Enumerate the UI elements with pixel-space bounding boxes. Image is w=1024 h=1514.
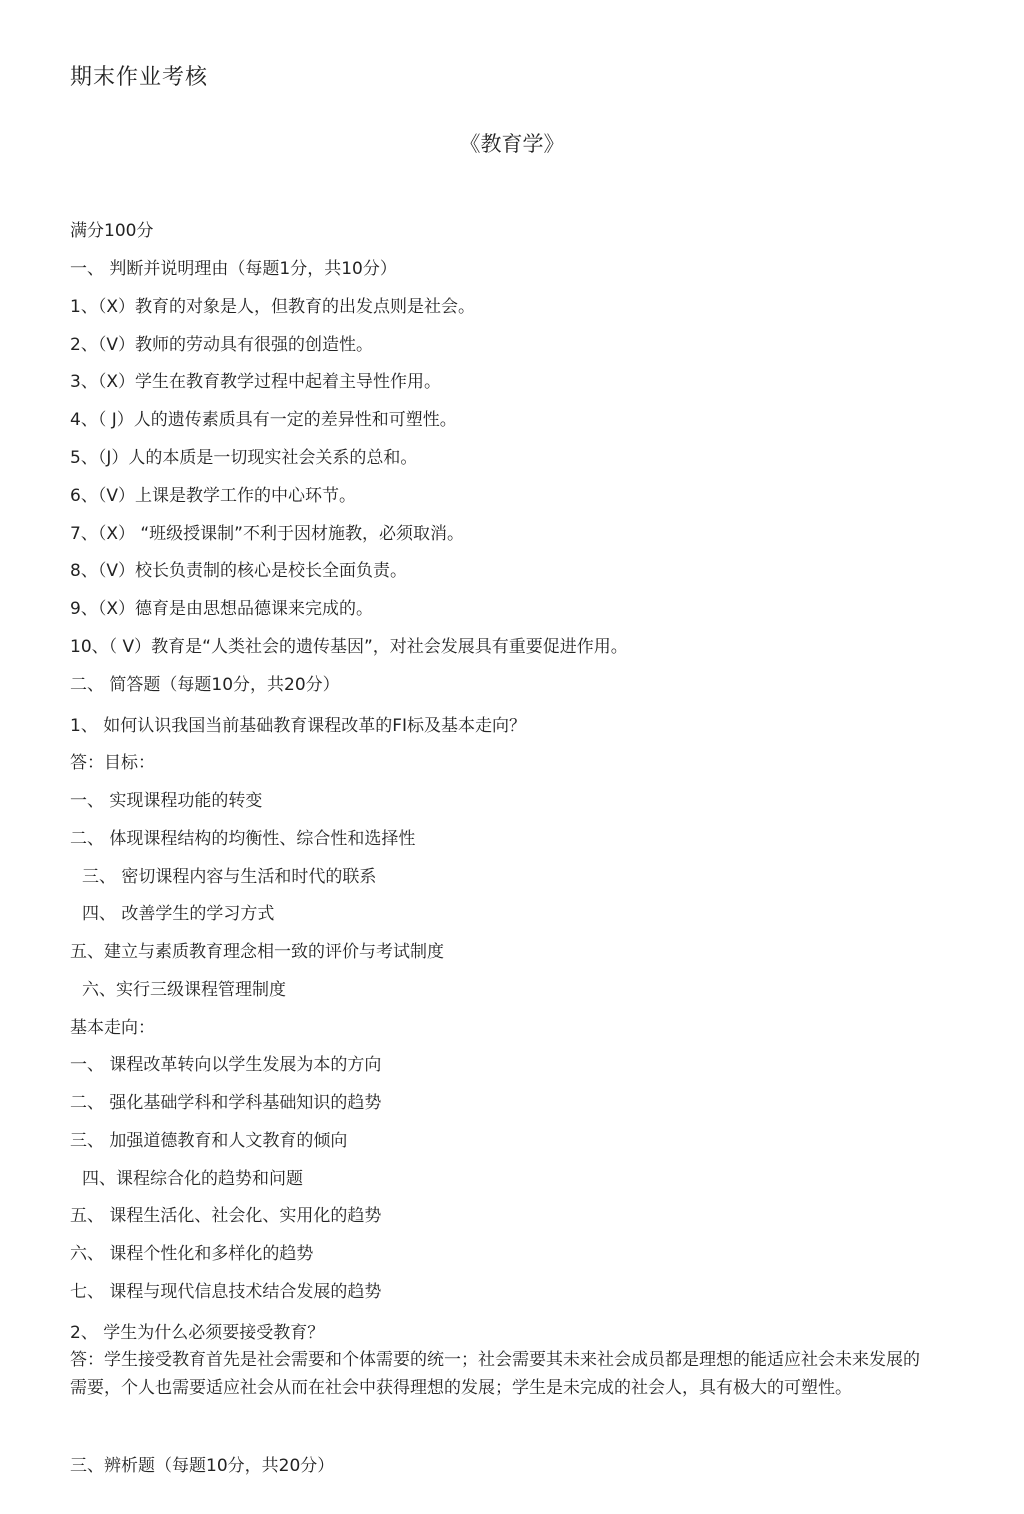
section2-heading: 二、 简答题（每题10分，共20分） [70, 675, 340, 695]
goal-item: 六、实行三级课程管理制度 [82, 980, 286, 1000]
judgement-item-1: 1、（X）教育的对象是人，但教育的出发点则是社会。 [70, 297, 475, 317]
judgement-item-3: 3、（X）学生在教育教学过程中起着主导性作用。 [70, 372, 441, 392]
judgement-item-4: 4、（ J）人的遗传素质具有一定的差异性和可塑性。 [70, 410, 457, 430]
question-1: 1、 如何认识我国当前基础教育课程改革的FI标及基本走向？ [70, 716, 527, 736]
answer-label: 答：目标： [70, 753, 155, 773]
direction-item: 二、 强化基础学科和学科基础知识的趋势 [70, 1093, 382, 1113]
header-title: 期末作业考核 [70, 65, 209, 90]
document-title: 《教育学》 [459, 132, 565, 156]
goal-item: 二、 体现课程结构的均衡性、综合性和选择性 [70, 829, 416, 849]
section1-heading: 一、 判断并说明理由（每题1分，共10分） [70, 259, 397, 279]
direction-item: 七、 课程与现代信息技术结合发展的趋势 [70, 1282, 382, 1302]
section3-heading: 三、辨析题（每题10分，共20分） [70, 1456, 335, 1476]
direction-item: 六、 课程个性化和多样化的趋势 [70, 1244, 314, 1264]
judgement-item-2: 2、（V）教师的劳动具有很强的创造性。 [70, 335, 373, 355]
direction-item: 五、 课程生活化、社会化、实用化的趋势 [70, 1206, 382, 1226]
question-2: 2、 学生为什么必须要接受教育？ [70, 1323, 325, 1343]
direction-label: 基本走向： [70, 1018, 155, 1038]
goal-item: 三、 密切课程内容与生活和时代的联系 [82, 867, 377, 887]
direction-item: 一、 课程改革转向以学生发展为本的方向 [70, 1055, 382, 1075]
direction-item: 四、课程综合化的趋势和问题 [82, 1169, 303, 1189]
goal-item: 五、建立与素质教育理念相一致的评价与考试制度 [70, 942, 444, 962]
judgement-item-8: 8、（V）校长负责制的核心是校长全面负责。 [70, 561, 407, 581]
judgement-item-10: 10、（ V）教育是“人类社会的遗传基因”，对社会发展具有重要促进作用。 [70, 637, 628, 657]
judgement-item-5: 5、（J）人的本质是一切现实社会关系的总和。 [70, 448, 418, 468]
question-2-answer: 答：学生接受教育首先是社会需要和个体需要的统一；社会需要其未来社会成员都是理想的能适应社会未来发展的需要，个人也需要适应社会从而在社会中获得理想的发展；学生是未完成的社会人，具有极大的可塑性。 [70, 1350, 920, 1398]
goal-item: 四、 改善学生的学习方式 [82, 904, 275, 924]
full-score: 满分100分 [70, 221, 154, 241]
goal-item: 一、 实现课程功能的转变 [70, 791, 263, 811]
judgement-item-9: 9、（X）德育是由思想品德课来完成的。 [70, 599, 373, 619]
judgement-item-7: 7、（X） “班级授课制”不利于因材施教，必须取消。 [70, 524, 464, 544]
judgement-item-6: 6、（V）上课是教学工作的中心环节。 [70, 486, 356, 506]
direction-item: 三、 加强道德教育和人文教育的倾向 [70, 1131, 348, 1151]
